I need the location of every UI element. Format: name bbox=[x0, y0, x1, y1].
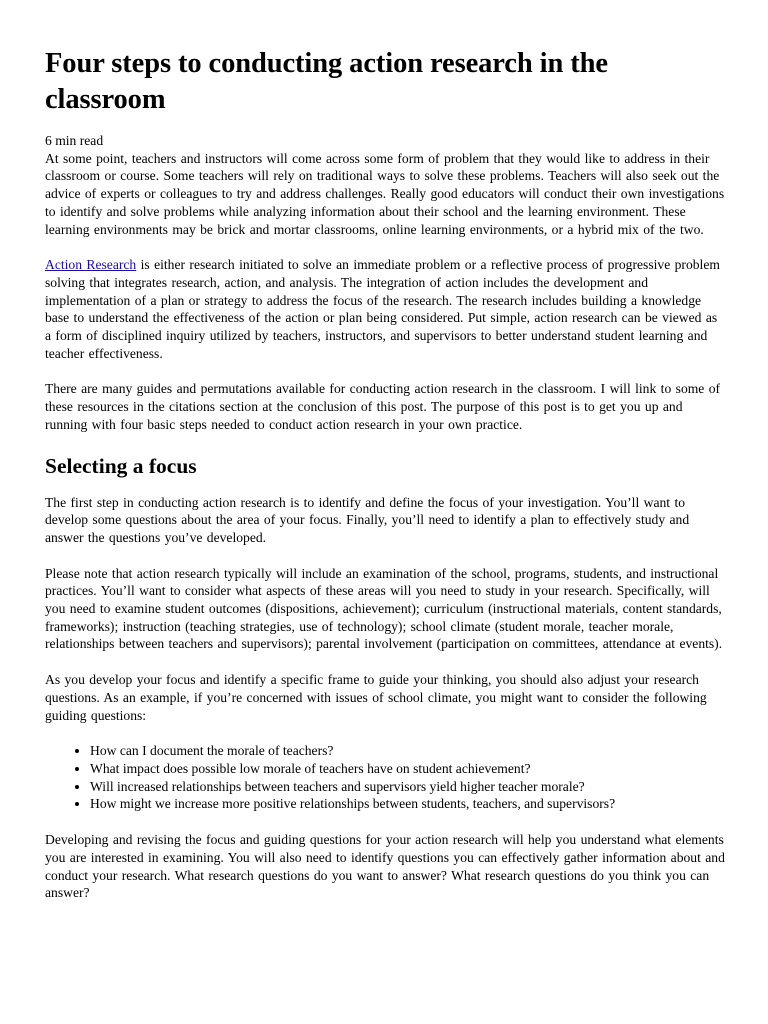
closing-paragraph: Developing and revising the focus and guiding questions for your action research will help you understand what elements you are interested in examining. You will also need to identify questions you can effectively gather information about and conduct your research. What research questions do you want to answer? What research questions do you think you can answer? bbox=[45, 832, 725, 901]
guides-paragraph: There are many guides and permutations available for conducting action research in the classroom. I will link to some of these resources in the citations section at the conclusion of this post. The purpose of this post is to get you up and running with four basic steps needed to conduct action research in your own practice. bbox=[45, 381, 721, 432]
action-research-paragraph bbox=[45, 256, 725, 362]
action-research-text: is either research initiated to solve an immediate problem or a reflective process of progressive problem solving that integrates research, action, and analysis. The integration of action includes the development and implementation of a plan or strategy to address the focus of the research. The research includes building a knowledge base to understand the effectiveness of the action or plan being considered. Put simple, action research can be viewed as a form of disciplined inquiry utilized by teachers, instructors, and supervisors to better understand student learning and teacher effectiveness. bbox=[45, 257, 720, 361]
action-research-link[interactable]: Action Research bbox=[45, 257, 137, 273]
list-item: • How might we increase more positive relationships between students, teachers, and supervisors? bbox=[90, 795, 725, 813]
guiding-questions-list bbox=[45, 742, 725, 813]
focus-paragraph-2: Please note that action research typically will include an examination of the school, programs, students, and instructional practices. You’ll want to consider what aspects of these areas will you need to study in your research. Specifically, will you need to examine student outcomes (dispositions, achievement); curriculum (instructional materials, content standards, frameworks); instruction (teaching strategies, use of technology); school climate (student morale, teacher morale, relationships between teachers and supervisors); parental involvement (participation on committees, attendance at events). bbox=[45, 565, 723, 652]
section-heading-selecting-focus: Selecting a focus bbox=[45, 453, 197, 478]
list-item: • What impact does possible low morale of teachers have on student achievement? bbox=[90, 760, 725, 778]
document-page bbox=[45, 46, 725, 920]
list-item: • How can I document the morale of teachers? bbox=[90, 742, 725, 760]
read-time: 6 min read bbox=[45, 133, 104, 148]
focus-paragraph-1: The first step in conducting action research is to identify and define the focus of your investigation. You’ll want to develop some questions about the area of your focus. Finally, you’ll need to identify a plan to effectively study and answer the questions you’ve developed. bbox=[45, 494, 690, 545]
focus-paragraph-3: As you develop your focus and identify a specific frame to guide your thinking, you should also adjust your research questions. As an example, if you’re concerned with issues of school climate, you might want to consider the following guiding questions: bbox=[45, 672, 707, 723]
intro-paragraph: At some point, teachers and instructors will come across some form of problem that they would like to address in their classroom or course. Some teachers will rely on traditional ways to solve these problems. Teachers will also seek out the advice of experts or colleagues to try and address challenges. Really good educators will conduct their own investigations to identify and solve problems while analyzing information about their school and the learning environment. These learning environments may be brick and mortar classrooms, online learning environments, or a hybrid mix of the two. bbox=[45, 150, 725, 237]
article-title: Four steps to conducting action research in the classroom bbox=[45, 48, 608, 115]
list-item: • Will increased relationships between teachers and supervisors yield higher teacher morale? bbox=[90, 778, 725, 796]
